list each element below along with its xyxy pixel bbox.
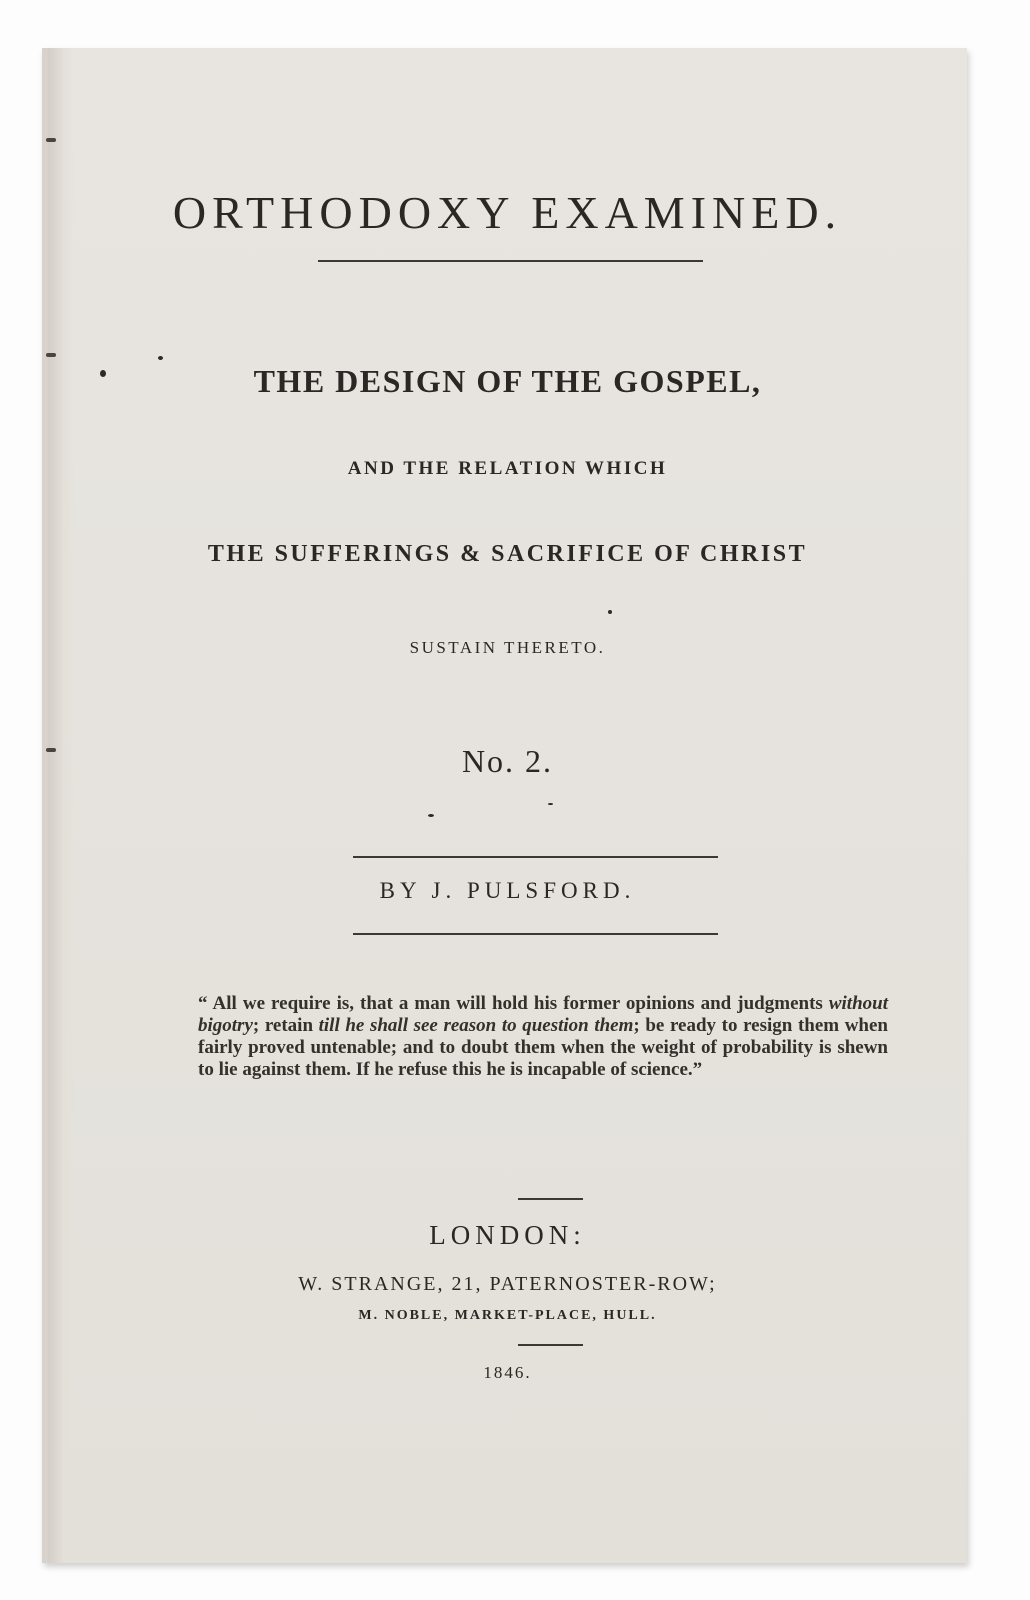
paper-speck — [548, 803, 553, 805]
imprint-seller: M. NOBLE, MARKET-PLACE, HULL. — [358, 1308, 657, 1323]
subtitle-line-2: AND THE RELATION WHICH — [347, 458, 668, 479]
epigraph-text-3: ; be ready to resign them when fairly proved untenable; and to doubt them when the weight of probability is shewn to lie against them. If he refuse this he is incapable of science.” — [198, 1015, 888, 1080]
imprint-rule-bottom — [518, 1344, 583, 1346]
paper-speck — [428, 814, 434, 817]
author-line: BY J. PULSFORD. — [379, 878, 636, 903]
issue-number: No. 2. — [461, 743, 554, 779]
cover-content — [48, 48, 967, 1563]
paper-speck — [158, 356, 163, 360]
document-subtitle: THE DESIGN OF THE GOSPEL, — [253, 363, 762, 399]
author-rule-bottom — [353, 933, 718, 935]
imprint-publisher: W. STRANGE, 21, PATERNOSTER-ROW; — [298, 1273, 717, 1295]
imprint-city: LONDON: — [429, 1220, 586, 1250]
document-title: ORTHODOXY EXAMINED. — [172, 187, 843, 238]
epigraph-text-2: ; retain — [252, 1015, 319, 1036]
epigraph — [198, 993, 888, 1081]
epigraph-emphasis-1: without bigotry — [198, 993, 888, 1036]
paper-speck — [100, 370, 106, 377]
title-rule — [318, 260, 703, 262]
subtitle-line-3: THE SUFFERINGS & SACRIFICE OF CHRIST — [207, 541, 808, 567]
pamphlet-cover — [42, 48, 967, 1563]
epigraph-text-1: “ All we require is, that a man will hold his former opinions and judgments — [198, 993, 829, 1014]
imprint-year: 1846. — [483, 1363, 532, 1382]
author-rule-top — [353, 856, 718, 858]
imprint-rule-top — [518, 1198, 583, 1200]
paper-speck — [608, 610, 612, 614]
epigraph-emphasis-2: till he shall see reason to question them — [318, 1015, 634, 1036]
subtitle-line-4: SUSTAIN THERETO. — [409, 638, 606, 657]
